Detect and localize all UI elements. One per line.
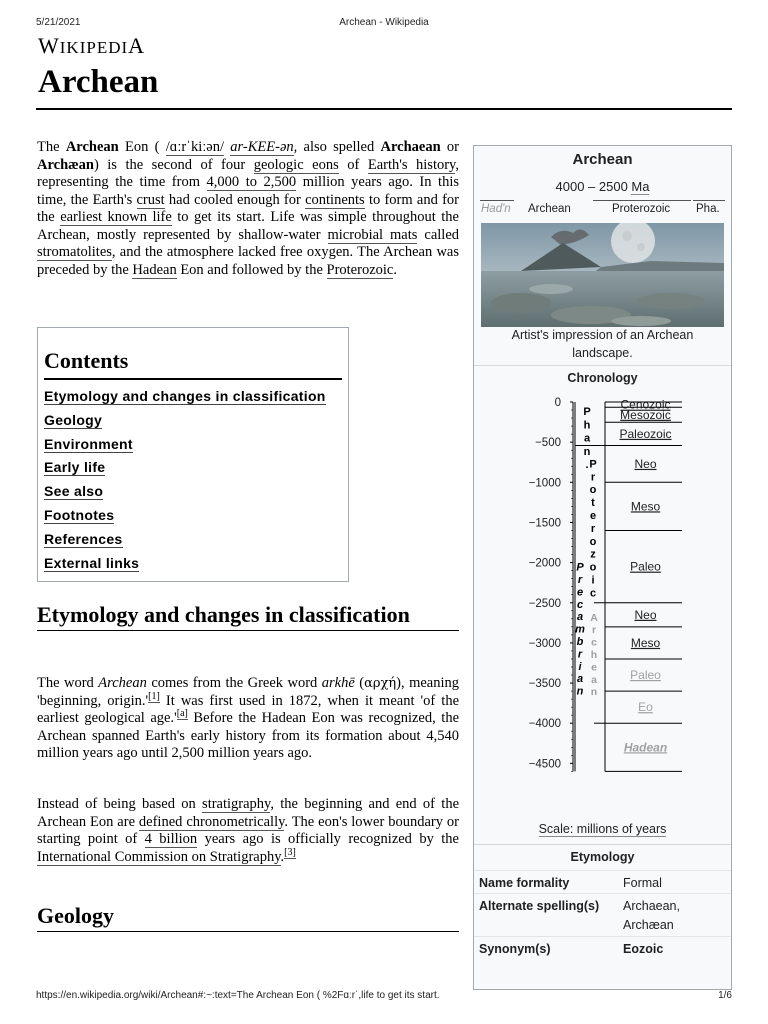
eon-bar-archean[interactable]: Archean [528, 203, 571, 215]
toc-item[interactable]: Early life [44, 459, 106, 476]
term-archean: Archean [65, 139, 119, 155]
toc-item[interactable]: Etymology and changes in classification [44, 388, 326, 404]
link-earths-history[interactable]: Earth's history [367, 156, 456, 173]
chronology-chart [474, 390, 733, 830]
eon-bar-hadean[interactable]: Had'n [481, 203, 511, 215]
wordmark-initial: W [38, 33, 60, 58]
page-title: Archean [38, 64, 159, 100]
section-heading-etymology: Etymology and changes in classification [37, 600, 459, 631]
ipa-link[interactable]: /ɑːrˈkiːən/ [165, 139, 225, 155]
row-alternate-spelling [474, 893, 731, 936]
link-earliest-known-life[interactable]: earliest known life [60, 209, 172, 225]
row-name-formality [474, 870, 731, 893]
link-stromatolites[interactable]: stromatolites [37, 244, 112, 260]
row-synonym [474, 936, 731, 966]
term-archaean-ligature: Archæan [37, 156, 94, 173]
chron-tick-label: 0 [554, 397, 561, 409]
toc-item[interactable]: External links [44, 554, 140, 571]
chron-era-label: Paleozoic [619, 426, 672, 441]
chron-era-label: Meso [630, 635, 661, 650]
intro-paragraph: The Archean Eon ( /ɑːrˈkiːən/ ar-KEE-ən, also spelled Archaean or Archæan) is the second of four geologic eons of Earth's history, representing the time from 4,000 to 2,500 million years ago. In this time, the Earth's crust had cooled enough for continents to form and for the earliest known life to get its start. Life was simple throughout the Archean, mostly represented by shallow-water microbial mats called stromatolites, and the atmosphere lacked free oxygen. The Archean was preceded by the Hadean Eon and followed by the Proterozoic. [37, 139, 460, 278]
chron-eon-label: P r o t e r o z o i c [589, 458, 597, 600]
infobox-caption: Artist's impression of an Archean landscape. [511, 328, 694, 360]
toc-title: Contents [44, 348, 342, 380]
chron-tick-label: −4000 [528, 718, 561, 731]
chron-era-label: Meso [630, 499, 661, 514]
chronology-scale: Scale: millions of years [538, 822, 667, 836]
print-date: 5/21/2021 [36, 17, 81, 28]
link-4000-to-2500[interactable]: 4,000 to 2,500 [206, 174, 297, 190]
link-stratigraphy[interactable]: stratigraphy [202, 796, 271, 812]
archean-landscape-image[interactable] [481, 223, 724, 327]
term-archaean: Archaean [380, 139, 441, 155]
chron-era-label: Hadean [623, 740, 668, 755]
eon-bar-proterozoic[interactable]: Proterozoic [612, 203, 671, 215]
toc-list [44, 386, 342, 576]
print-page-number: 1/6 [718, 990, 732, 1001]
row-label: Synonym(s) [479, 942, 551, 956]
chron-era-label: Neo [634, 456, 657, 471]
chron-era-label: Neo [634, 607, 657, 622]
toc-item[interactable]: Footnotes [44, 506, 115, 523]
etymology-table-title: Etymology [474, 844, 731, 866]
eon-bar-line [480, 200, 514, 201]
footnote-ref-a[interactable]: [a] [176, 708, 188, 720]
chron-eon-label: A r c h e a n [590, 611, 598, 699]
link-defined-chronometrically[interactable]: defined chronometrically [138, 813, 285, 830]
toc-item[interactable]: References [44, 530, 123, 547]
chron-era-label: Paleo [630, 559, 661, 574]
title-divider [36, 108, 732, 110]
row-value: Archaean, Archæan [623, 899, 680, 932]
chron-supereon-label: P h a n . [583, 406, 591, 472]
link-ics[interactable]: International Commission on Stratigraphy [37, 848, 281, 865]
print-title: Archean - Wikipedia [339, 17, 429, 28]
eon-bar-phanerozoic[interactable]: Pha. [696, 203, 720, 215]
row-label: Name formality [479, 876, 570, 890]
etymology-paragraph-1: The word Archean comes from the Greek word arkhē (αρχή), meaning 'beginning, origin.'[1] It was first used in 1872, when it meant 'of the earliest geological age.'[a] Before the Hadean Eon was recognized, the Archean spanned Earth's early history from its formation about 4,540 million years ago until 2,500 million years ago. [37, 675, 460, 761]
chron-era-label: Cenozoic [620, 397, 671, 412]
chron-tick-label: −3500 [528, 678, 561, 691]
link-crust[interactable]: crust [136, 191, 165, 208]
section-heading-geology: Geology [37, 901, 459, 932]
chron-tick-label: −1000 [528, 477, 561, 490]
etymology-paragraph-2: Instead of being based on stratigraphy, the beginning and end of the Archean Eon are defined chronometrically. The eon's lower boundary or starting point of 4 billion years ago is officially recognized by the International Commission on Stratigraphy.[3] [37, 796, 459, 865]
eon-bar-line [593, 200, 691, 201]
chron-supereon-label: P r e c a m b r i a n [575, 561, 585, 698]
eon-bar-line [693, 200, 725, 201]
link-proterozoic[interactable]: Proterozoic [326, 261, 394, 278]
link-hadean[interactable]: Hadean [132, 261, 177, 278]
infobox [473, 145, 732, 990]
wordmark-middle: IKIPEDI [59, 38, 129, 57]
row-value: Formal [623, 876, 662, 890]
wikipedia-wordmark[interactable] [38, 33, 145, 59]
toc-item[interactable]: See also [44, 483, 104, 500]
footnote-ref-3[interactable]: [3] [284, 846, 296, 858]
link-continents[interactable]: continents [305, 191, 365, 208]
link-microbial-mats[interactable]: microbial mats [327, 226, 418, 243]
print-url: https://en.wikipedia.org/wiki/Archean#:~:text=The Archean Eon ( %2Fɑːrˈ,life to get its start. [36, 990, 440, 1001]
link-4-billion[interactable]: 4 billion [144, 831, 198, 847]
toc-item[interactable]: Geology [44, 411, 103, 428]
print-footer [36, 990, 732, 1004]
toc-item[interactable]: Environment [44, 435, 133, 452]
wordmark-final: A [128, 33, 146, 58]
print-header [36, 17, 732, 31]
footnote-ref-1[interactable]: [1] [148, 690, 160, 702]
pronunciation-link[interactable]: ar-KEE-ən [230, 139, 294, 155]
chron-tick-label: −2500 [528, 597, 561, 610]
chron-era-label: Mesozoic [620, 407, 671, 422]
chronology-title: Chronology [474, 365, 731, 387]
chron-tick-label: −4500 [528, 758, 561, 771]
ma-link[interactable]: Ma [631, 179, 650, 194]
greek-word: αρχή [364, 676, 397, 691]
row-value: Eozoic [623, 942, 664, 956]
chron-tick-label: −3000 [528, 637, 561, 650]
infobox-range: 4000 – 2500 Ma [555, 179, 650, 194]
row-label: Alternate spelling(s) [479, 899, 600, 913]
table-of-contents [37, 327, 349, 582]
infobox-title: Archean [572, 151, 633, 168]
chron-era-label: Paleo [630, 668, 661, 683]
chron-tick-label: −1500 [528, 517, 561, 530]
chron-era-label: Eo [638, 700, 653, 715]
chron-tick-label: −500 [535, 437, 561, 450]
eon-bar [480, 203, 725, 217]
link-geologic-eons[interactable]: geologic eons [253, 156, 339, 173]
chron-tick-label: −2000 [528, 557, 561, 570]
